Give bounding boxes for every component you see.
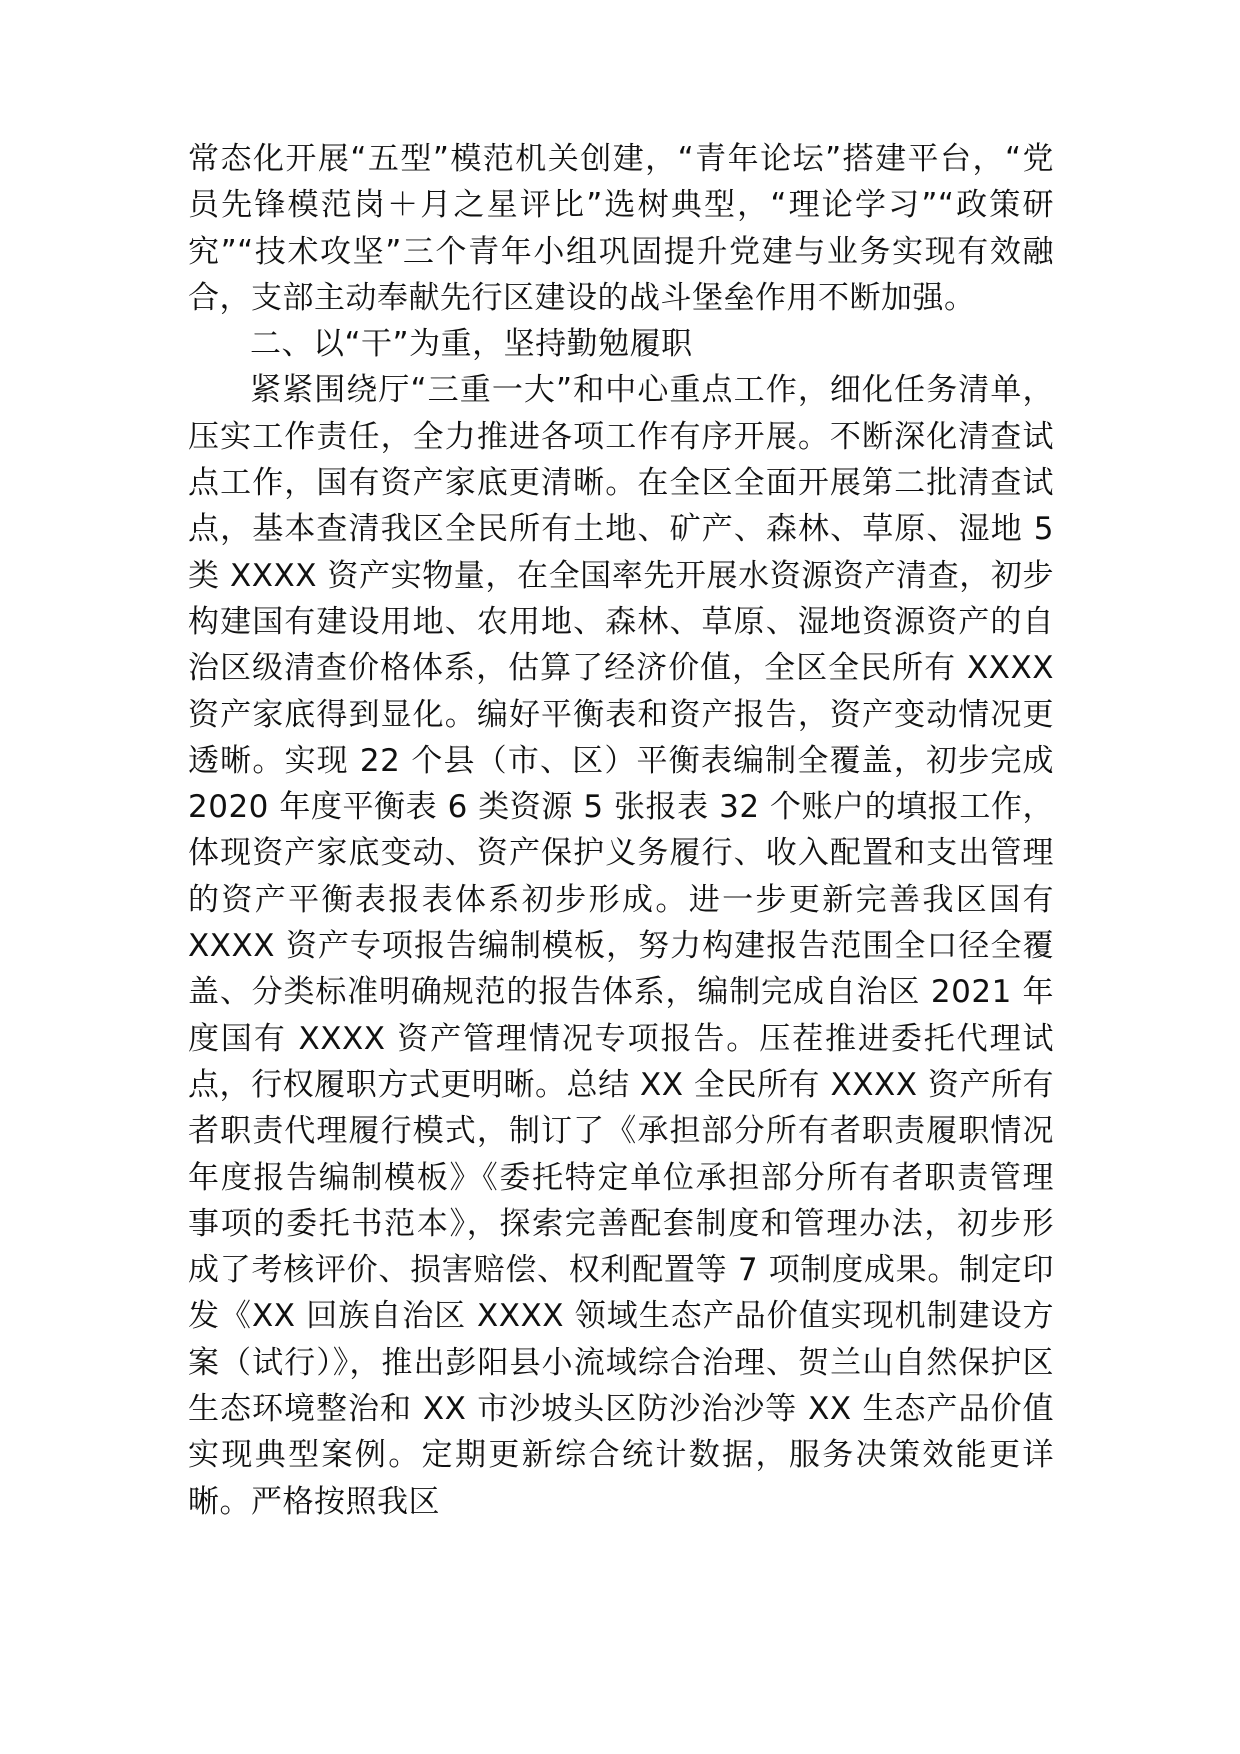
section-heading: 二、以“干”为重，坚持勤勉履职 xyxy=(250,326,693,363)
document-body xyxy=(188,136,1054,1525)
continuation-paragraph: 常态化开展“五型”模范机关创建，“青年论坛”搭建平台，“党员先锋模范岗＋月之星评比”选树典型，“理论学习”“政策研究”“技术攻坚”三个青年小组巩固提升党建与业务实现有效融合，支部主动奉献先行区建设的战斗堡垒作用不断加强。 xyxy=(188,141,1054,316)
body-paragraph: 紧紧围绕厅“三重一大”和中心重点工作，细化任务清单，压实工作责任，全力推进各项工作有序开展。不断深化清查试点工作，国有资产家底更清晰。在全区全面开展第二批清查试点，基本查清我区全民所有土地、矿产、森林、草原、湿地 5 类 XXXX 资产实物量，在全国率先开展水资源资产清查，初步构建国有建设用地、农用地、森林、草原、湿地资源资产的自治区级清查价格体系，估算了经济价值，全区全民所有 XXXX 资产家底得到显化。编好平衡表和资产报告，资产变动情况更透晰。实现 22 个县（市、区）平衡表编制全覆盖，初步完成 2020 年度平衡表 6 类资源 5 张报表 32 个账户的填报工作，体现资产家底变动、资产保护义务履行、收入配置和支出管理的资产平衡表报表体系初步形成。进一步更新完善我区国有 XXXX 资产专项报告编制模板，努力构建报告范围全口径全覆盖、分类标准明确规范的报告体系，编制完成自治区 2021 年度国有 XXXX 资产管理情况专项报告。压茬推进委托代理试点，行权履职方式更明晰。总结 XX 全民所有 XXXX 资产所有者职责代理履行模式，制订了《承担部分所有者职责履职情况年度报告编制模板》《委托特定单位承担部分所有者职责管理事项的委托书范本》，探索完善配套制度和管理办法，初步形成了考核评价、损害赔偿、权利配置等 7 项制度成果。制定印发《XX 回族自治区 XXXX 领域生态产品价值实现机制建设方案（试行）》，推出彭阳县小流域综合治理、贺兰山自然保护区生态环境整治和 XX 市沙坡头区防沙治沙等 XX 生态产品价值实现典型案例。定期更新综合统计数据，服务决策效能更详晰。严格按照我区 xyxy=(188,372,1054,1520)
